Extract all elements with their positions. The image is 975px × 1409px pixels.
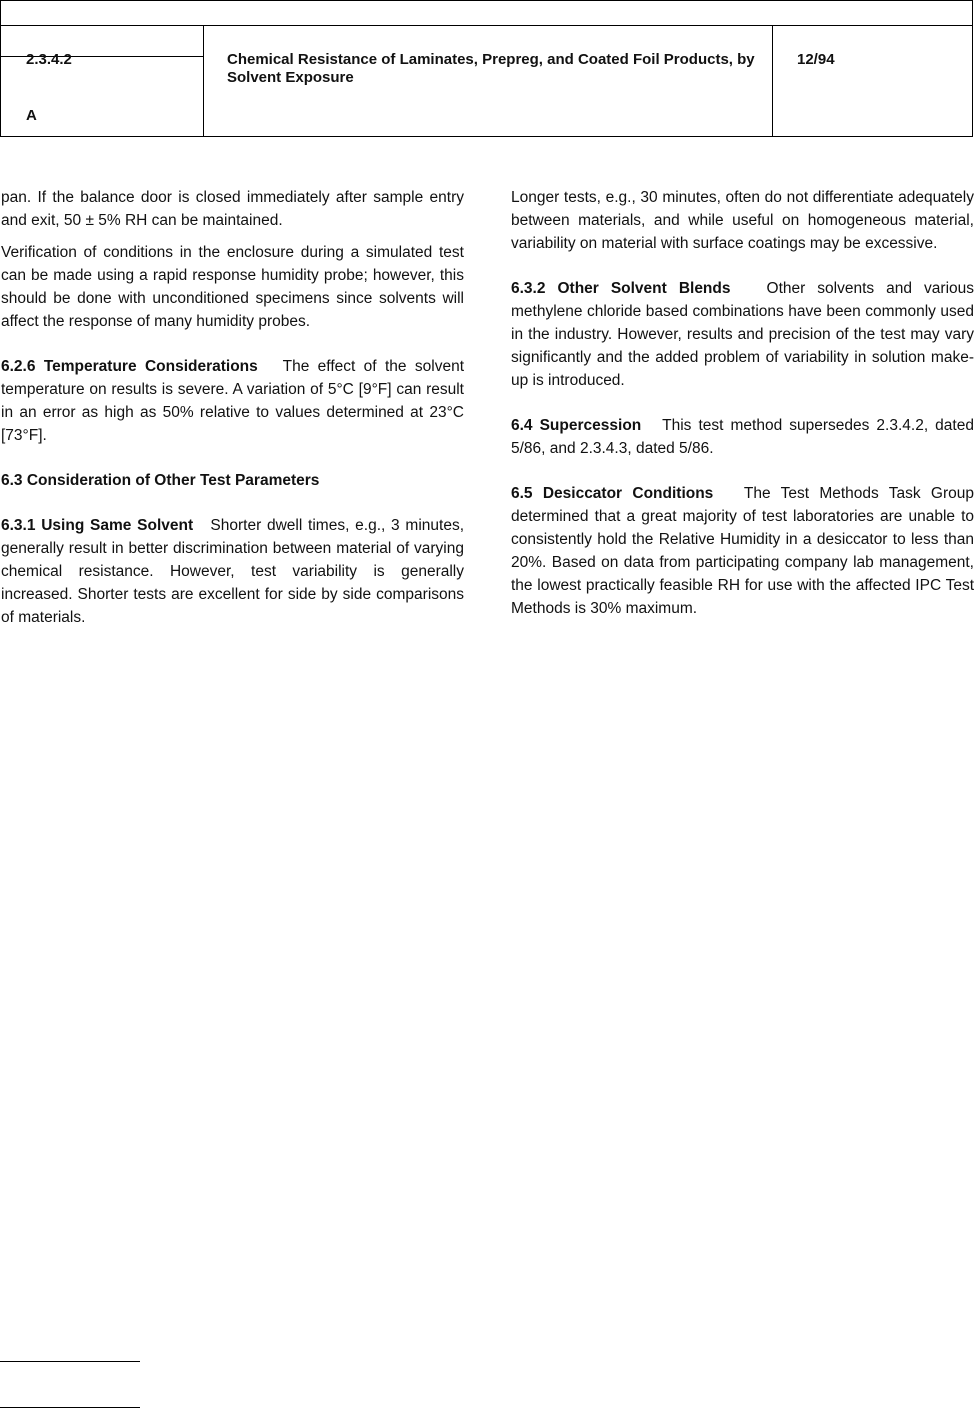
section-heading: 6.5 Desiccator Conditions: [511, 485, 714, 502]
section-6-2-6: [1, 355, 464, 447]
header-date-cell: [772, 26, 773, 136]
section-6-3-2: [511, 277, 974, 392]
section-heading: 6.2.6 Temperature Considerations: [1, 358, 258, 375]
section-body: The effect of the solvent temperature on results is severe. A variation of 5°C [9°F] can result in an error as high as 50% relative to values determined at 23°C [73°F].: [1, 358, 465, 444]
right-column: [511, 186, 974, 629]
header-top-band: [1, 1, 972, 26]
section-heading: 6.3.2 Other Solvent Blends: [511, 280, 731, 297]
revision-letter: A: [26, 107, 37, 124]
section-body: This test method supersedes 2.3.4.2, dated 5/86, and 2.3.4.3, dated 5/86.: [511, 417, 974, 457]
section-body: Other solvents and various methylene chloride based combinations have been commonly used in the industry. However, results and precision of the test may vary significantly and the added problem of variability in solution make-up is introduced.: [511, 280, 975, 389]
section-heading: 6.4 Supercession: [511, 417, 642, 434]
revision-date: 12/94: [797, 51, 835, 68]
section-6-5: [511, 482, 974, 620]
paragraph-verification: Verification of conditions in the enclosure during a simulated test can be made using a rapid response humidity probe; however, this should be done with unconditioned specimens since solvents will affect the response of many humidity probes.: [1, 244, 464, 330]
paragraph-longer-tests: Longer tests, e.g., 30 minutes, often do not differentiate adequately between materials, and while useful on homogeneous material, variability on material with surface coatings may be excessive.: [511, 189, 974, 252]
section-body: Shorter dwell times, e.g., 3 minutes, generally result in better discrimination between material of varying chemical resistance. However, test variability is generally increased. Shorter tests are excellent for side by side comparisons of materials.: [1, 517, 465, 626]
document-title: Chemical Resistance of Laminates, Prepreg, and Coated Foil Products, by Solvent Exposure: [227, 51, 755, 86]
footnote-rule-lower: [0, 1407, 140, 1408]
paragraph-balance-door: pan. If the balance door is closed immediately after sample entry and exit, 50 ± 5% RH can be maintained.: [1, 189, 464, 229]
section-6-3-1: [1, 514, 464, 629]
section-heading: 6.3.1 Using Same Solvent: [1, 517, 194, 534]
section-6-4: [511, 414, 974, 460]
test-method-number: 2.3.4.2: [26, 51, 72, 68]
left-column: [1, 186, 464, 638]
section-body: The Test Methods Task Group determined that a great majority of test laboratories are unable to consistently hold the Relative Humidity in a desiccator to less than 20%. Based on data from participating company lab management, the lowest practically feasible RH for use with the affected IPC Test Methods is 30% maximum.: [511, 485, 975, 617]
footnote-rule-upper: [0, 1361, 140, 1362]
section-6-3-heading: 6.3 Consideration of Other Test Parameters: [1, 472, 320, 489]
